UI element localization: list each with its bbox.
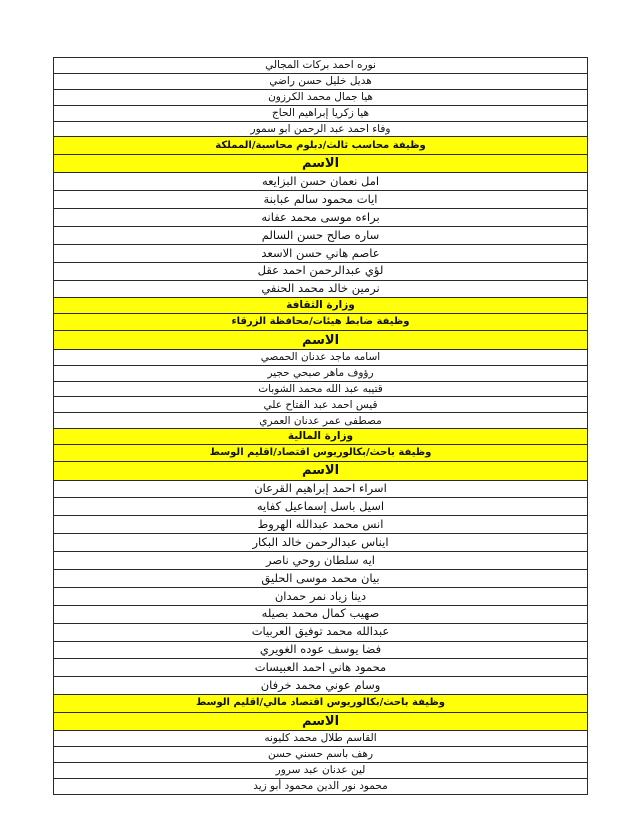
job-title: وظيفة باحث/بكالوريوس اقتصاد مالي/اقليم الوسط xyxy=(54,695,588,713)
table-row xyxy=(54,73,588,89)
job-title-row xyxy=(54,444,588,462)
applicant-name: صهيب كمال محمد بصيله xyxy=(54,605,588,623)
applicant-name: محمود نور الدين محمود أبو زيد xyxy=(54,778,588,794)
table-row xyxy=(54,778,588,794)
applicant-name: قتيبه عبد الله محمد الشوبات xyxy=(54,381,588,397)
table-row xyxy=(54,762,588,778)
table-row xyxy=(54,413,588,429)
table-row xyxy=(54,209,588,227)
applicant-name: رؤوف ماهر صبحي حجير xyxy=(54,365,588,381)
job-title-row xyxy=(54,695,588,713)
table-row xyxy=(54,516,588,534)
table-row xyxy=(54,569,588,587)
applicant-name: القاسم طلال محمد كليونه xyxy=(54,731,588,747)
job-title: وظيفة محاسب ثالث/دبلوم محاسبة/المملكة xyxy=(54,137,588,155)
job-title: وظيفة باحث/بكالوريوس اقتصاد/اقليم الوسط xyxy=(54,444,588,462)
table-row xyxy=(54,121,588,137)
applicant-name: ايناس عبدالرحمن خالد البكار xyxy=(54,534,588,552)
table-row xyxy=(54,244,588,262)
table-row xyxy=(54,534,588,552)
applicant-name: نوره احمد بركات المجالي xyxy=(54,58,588,74)
table-row xyxy=(54,262,588,280)
column-header-row xyxy=(54,331,588,349)
applicant-name: انس محمد عبدالله الهروط xyxy=(54,516,588,534)
job-title: وظيفة ضابط هيئات/محافظة الزرقاء xyxy=(54,313,588,331)
employment-list-table xyxy=(53,57,588,795)
applicant-name: محمود هاني احمد العبيسات xyxy=(54,659,588,677)
table-row xyxy=(54,552,588,570)
ministry-row xyxy=(54,298,588,314)
applicant-name: هيا زكريا إبراهيم الحاج xyxy=(54,105,588,121)
applicant-name: هديل خليل حسن راضي xyxy=(54,73,588,89)
table-row xyxy=(54,105,588,121)
name-column-header: الاسم xyxy=(54,712,588,730)
table-row xyxy=(54,89,588,105)
table-row xyxy=(54,498,588,516)
column-header-row xyxy=(54,462,588,480)
table-row xyxy=(54,226,588,244)
applicant-name: ساره صالح حسن السالم xyxy=(54,226,588,244)
applicant-name: لين عدنان عبد سرور xyxy=(54,762,588,778)
applicant-name: هيا جمال محمد الكرزون xyxy=(54,89,588,105)
table-row xyxy=(54,365,588,381)
applicant-name: وسام عوني محمد خرفان xyxy=(54,677,588,695)
applicant-name: اسامه ماجد عدنان الحمصي xyxy=(54,349,588,365)
applicant-name: نرمين خالد محمد الحنفي xyxy=(54,280,588,298)
table-row xyxy=(54,746,588,762)
applicant-name: بيان محمد موسى الحليق xyxy=(54,569,588,587)
column-header-row xyxy=(54,154,588,172)
table-row xyxy=(54,397,588,413)
table-row xyxy=(54,623,588,641)
table-row xyxy=(54,659,588,677)
column-header-row xyxy=(54,712,588,730)
job-title-row xyxy=(54,137,588,155)
applicant-name: مصطفى عمر عدنان العمري xyxy=(54,413,588,429)
applicant-name: براءه موسى محمد عفانه xyxy=(54,209,588,227)
applicant-name: دينا زياد نمر حمدان xyxy=(54,587,588,605)
applicant-name: عاصم هاني حسن الاسعد xyxy=(54,244,588,262)
table-row xyxy=(54,280,588,298)
applicant-name: ايه سلطان روحي ناصر xyxy=(54,552,588,570)
table-row xyxy=(54,349,588,365)
ministry-title: وزارة الثقافة xyxy=(54,298,588,314)
table-row xyxy=(54,587,588,605)
applicant-name: رهف باسم حسني حسن xyxy=(54,746,588,762)
job-title-row xyxy=(54,313,588,331)
applicant-name: عبدالله محمد توفيق العربيات xyxy=(54,623,588,641)
table-row xyxy=(54,605,588,623)
applicant-name: وفاء احمد عبد الرحمن ابو سمور xyxy=(54,121,588,137)
applicant-name: قيس احمد عبد الفتاح علي xyxy=(54,397,588,413)
table-row xyxy=(54,191,588,209)
applicant-name: لؤي عبدالرحمن احمد عقل xyxy=(54,262,588,280)
table-row xyxy=(54,173,588,191)
applicant-name: ايات محمود سالم عبابنة xyxy=(54,191,588,209)
applicant-name: اسيل باسل إسماعيل كفايه xyxy=(54,498,588,516)
table-row xyxy=(54,480,588,498)
name-column-header: الاسم xyxy=(54,154,588,172)
table-row xyxy=(54,731,588,747)
table-body xyxy=(54,58,588,795)
table-row xyxy=(54,641,588,659)
applicant-name: امل نعمان حسن البزايعه xyxy=(54,173,588,191)
name-column-header: الاسم xyxy=(54,331,588,349)
table-row xyxy=(54,381,588,397)
applicant-name: اسراء احمد إبراهيم القرعان xyxy=(54,480,588,498)
table-row xyxy=(54,677,588,695)
ministry-row xyxy=(54,429,588,445)
name-column-header: الاسم xyxy=(54,462,588,480)
table-row xyxy=(54,58,588,74)
applicant-name: فضا يوسف عوده الغويري xyxy=(54,641,588,659)
ministry-title: وزارة المالية xyxy=(54,429,588,445)
